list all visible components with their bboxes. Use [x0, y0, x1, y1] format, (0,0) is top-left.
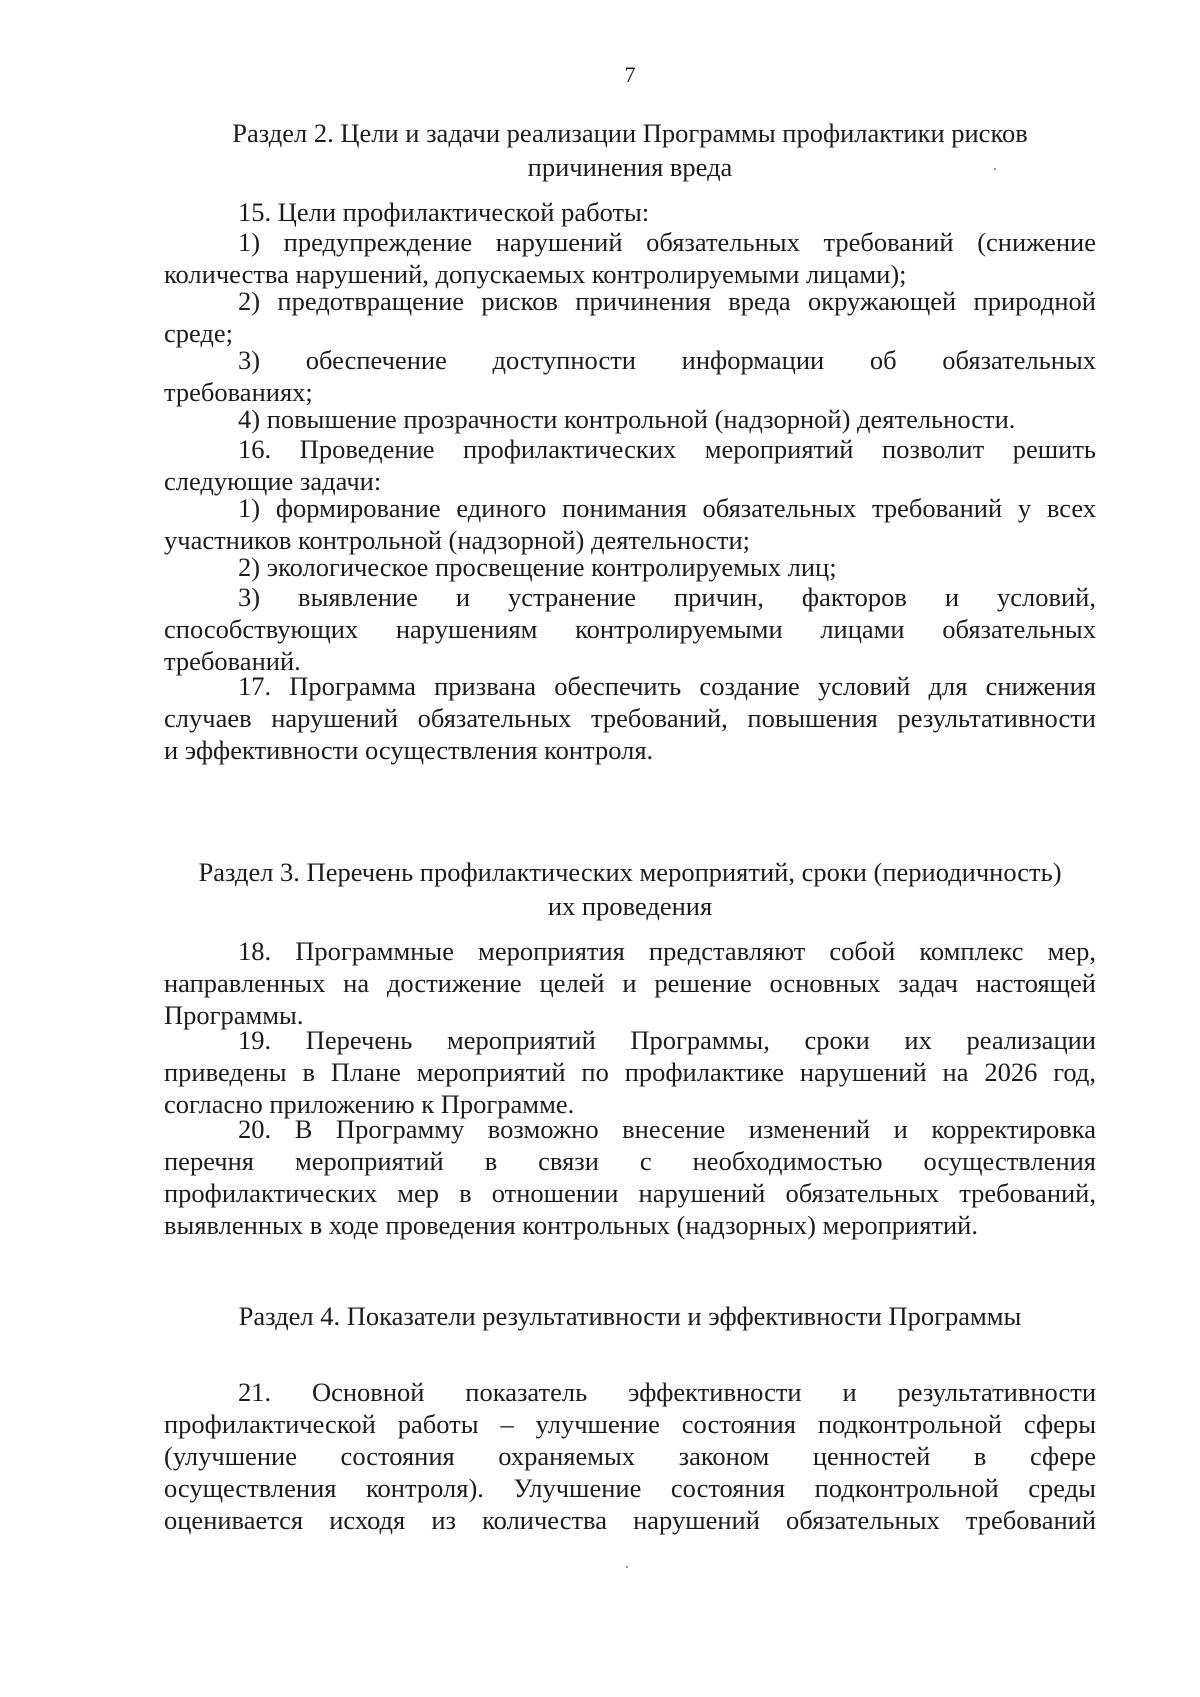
text-line: перечня мероприятий в связи с необходимостью осуществления	[164, 1146, 1096, 1176]
text-line: 2) экологическое просвещение контролируемых лиц;	[238, 552, 837, 582]
text-line: 21. Основной показатель эффективности и результативности	[238, 1377, 1096, 1407]
text-line: требований.	[164, 646, 301, 676]
paragraph-15-item-1	[164, 226, 1096, 290]
heading-line: Раздел 2. Цели и задачи реализации Программы профилактики рисков	[232, 118, 1028, 148]
text-line: осуществления контроля). Улучшение состояния подконтрольной среды	[164, 1473, 1096, 1503]
section-4-heading	[164, 1299, 1096, 1333]
paragraph-16-item-3	[164, 581, 1096, 677]
text-line: направленных на достижение целей и решение основных задач настоящей	[164, 968, 1096, 998]
paragraph-20	[164, 1113, 1096, 1241]
heading-line: Раздел 4. Показатели результативности и эффективности Программы	[238, 1301, 1022, 1331]
text-line: среде;	[164, 318, 234, 348]
paragraph-18	[164, 935, 1096, 1031]
text-line: 19. Перечень мероприятий Программы, сроки их реализации	[238, 1025, 1096, 1055]
text-line: 17. Программа призвана обеспечить создание условий для снижения	[238, 671, 1096, 701]
paragraph-16	[164, 433, 1096, 497]
text-line: требованиях;	[164, 377, 313, 407]
page-number: 7	[624, 62, 636, 87]
text-line: оценивается исходя из количества нарушений обязательных требований	[164, 1505, 1096, 1535]
paragraph-15-item-4	[164, 403, 1096, 435]
paragraph-21	[164, 1376, 1096, 1536]
text-line: (улучшение состояния охраняемых законом ценностей в сфере	[164, 1441, 1096, 1471]
paragraph-19	[164, 1024, 1096, 1120]
text-line: 3) выявление и устранение причин, факторов и условий,	[238, 582, 1096, 612]
section-2-heading	[164, 116, 1096, 184]
paragraph-16-item-2	[164, 551, 1096, 583]
heading-line: их проведения	[547, 891, 713, 921]
text-line: случаев нарушений обязательных требований, повышения результативности	[164, 703, 1096, 733]
text-line: и эффективности осуществления контроля.	[164, 735, 654, 765]
section-3-heading	[164, 855, 1096, 923]
text-line: 2) предотвращение рисков причинения вреда окружающей природной	[238, 286, 1096, 316]
document-page	[164, 0, 1096, 1697]
paragraph-15-item-2	[164, 285, 1096, 349]
scan-speck	[994, 168, 996, 170]
text-line: Программы.	[164, 1000, 304, 1030]
heading-line: причинения вреда	[527, 152, 733, 182]
text-line: выявленных в ходе проведения контрольных (надзорных) мероприятий.	[164, 1210, 978, 1240]
text-line: 4) повышение прозрачности контрольной (надзорной) деятельности.	[238, 404, 1016, 434]
text-line: приведены в Плане мероприятий по профилактике нарушений на 2026 год,	[164, 1057, 1096, 1087]
text-line: 18. Программные мероприятия представляют собой комплекс мер,	[238, 936, 1096, 966]
text-line: 16. Проведение профилактических мероприятий позволит решить	[238, 434, 1096, 464]
text-line: 3) обеспечение доступности информации об обязательных	[238, 345, 1096, 375]
text-line: 15. Цели профилактической работы:	[238, 197, 650, 227]
paragraph-17	[164, 670, 1096, 766]
text-line: способствующих нарушениям контролируемыми лицами обязательных	[164, 614, 1096, 644]
text-line: 1) формирование единого понимания обязательных требований у всех	[238, 493, 1096, 523]
text-line: количества нарушений, допускаемых контролируемыми лицами);	[164, 259, 907, 289]
text-line: согласно приложению к Программе.	[164, 1089, 575, 1119]
scan-speck	[626, 1566, 628, 1568]
text-line: участников контрольной (надзорной) деятельности;	[164, 525, 751, 555]
paragraph-16-item-1	[164, 492, 1096, 556]
text-line: профилактической работы – улучшение состояния подконтрольной сферы	[164, 1409, 1096, 1439]
text-line: 20. В Программу возможно внесение изменений и корректировка	[238, 1114, 1096, 1144]
text-line: 1) предупреждение нарушений обязательных требований (снижение	[238, 227, 1096, 257]
text-line: профилактических мер в отношении нарушений обязательных требований,	[164, 1178, 1096, 1208]
paragraph-15-item-3	[164, 344, 1096, 408]
heading-line: Раздел 3. Перечень профилактических мероприятий, сроки (периодичность)	[198, 857, 1062, 887]
text-line: следующие задачи:	[164, 466, 382, 496]
paragraph-15	[164, 196, 1096, 228]
